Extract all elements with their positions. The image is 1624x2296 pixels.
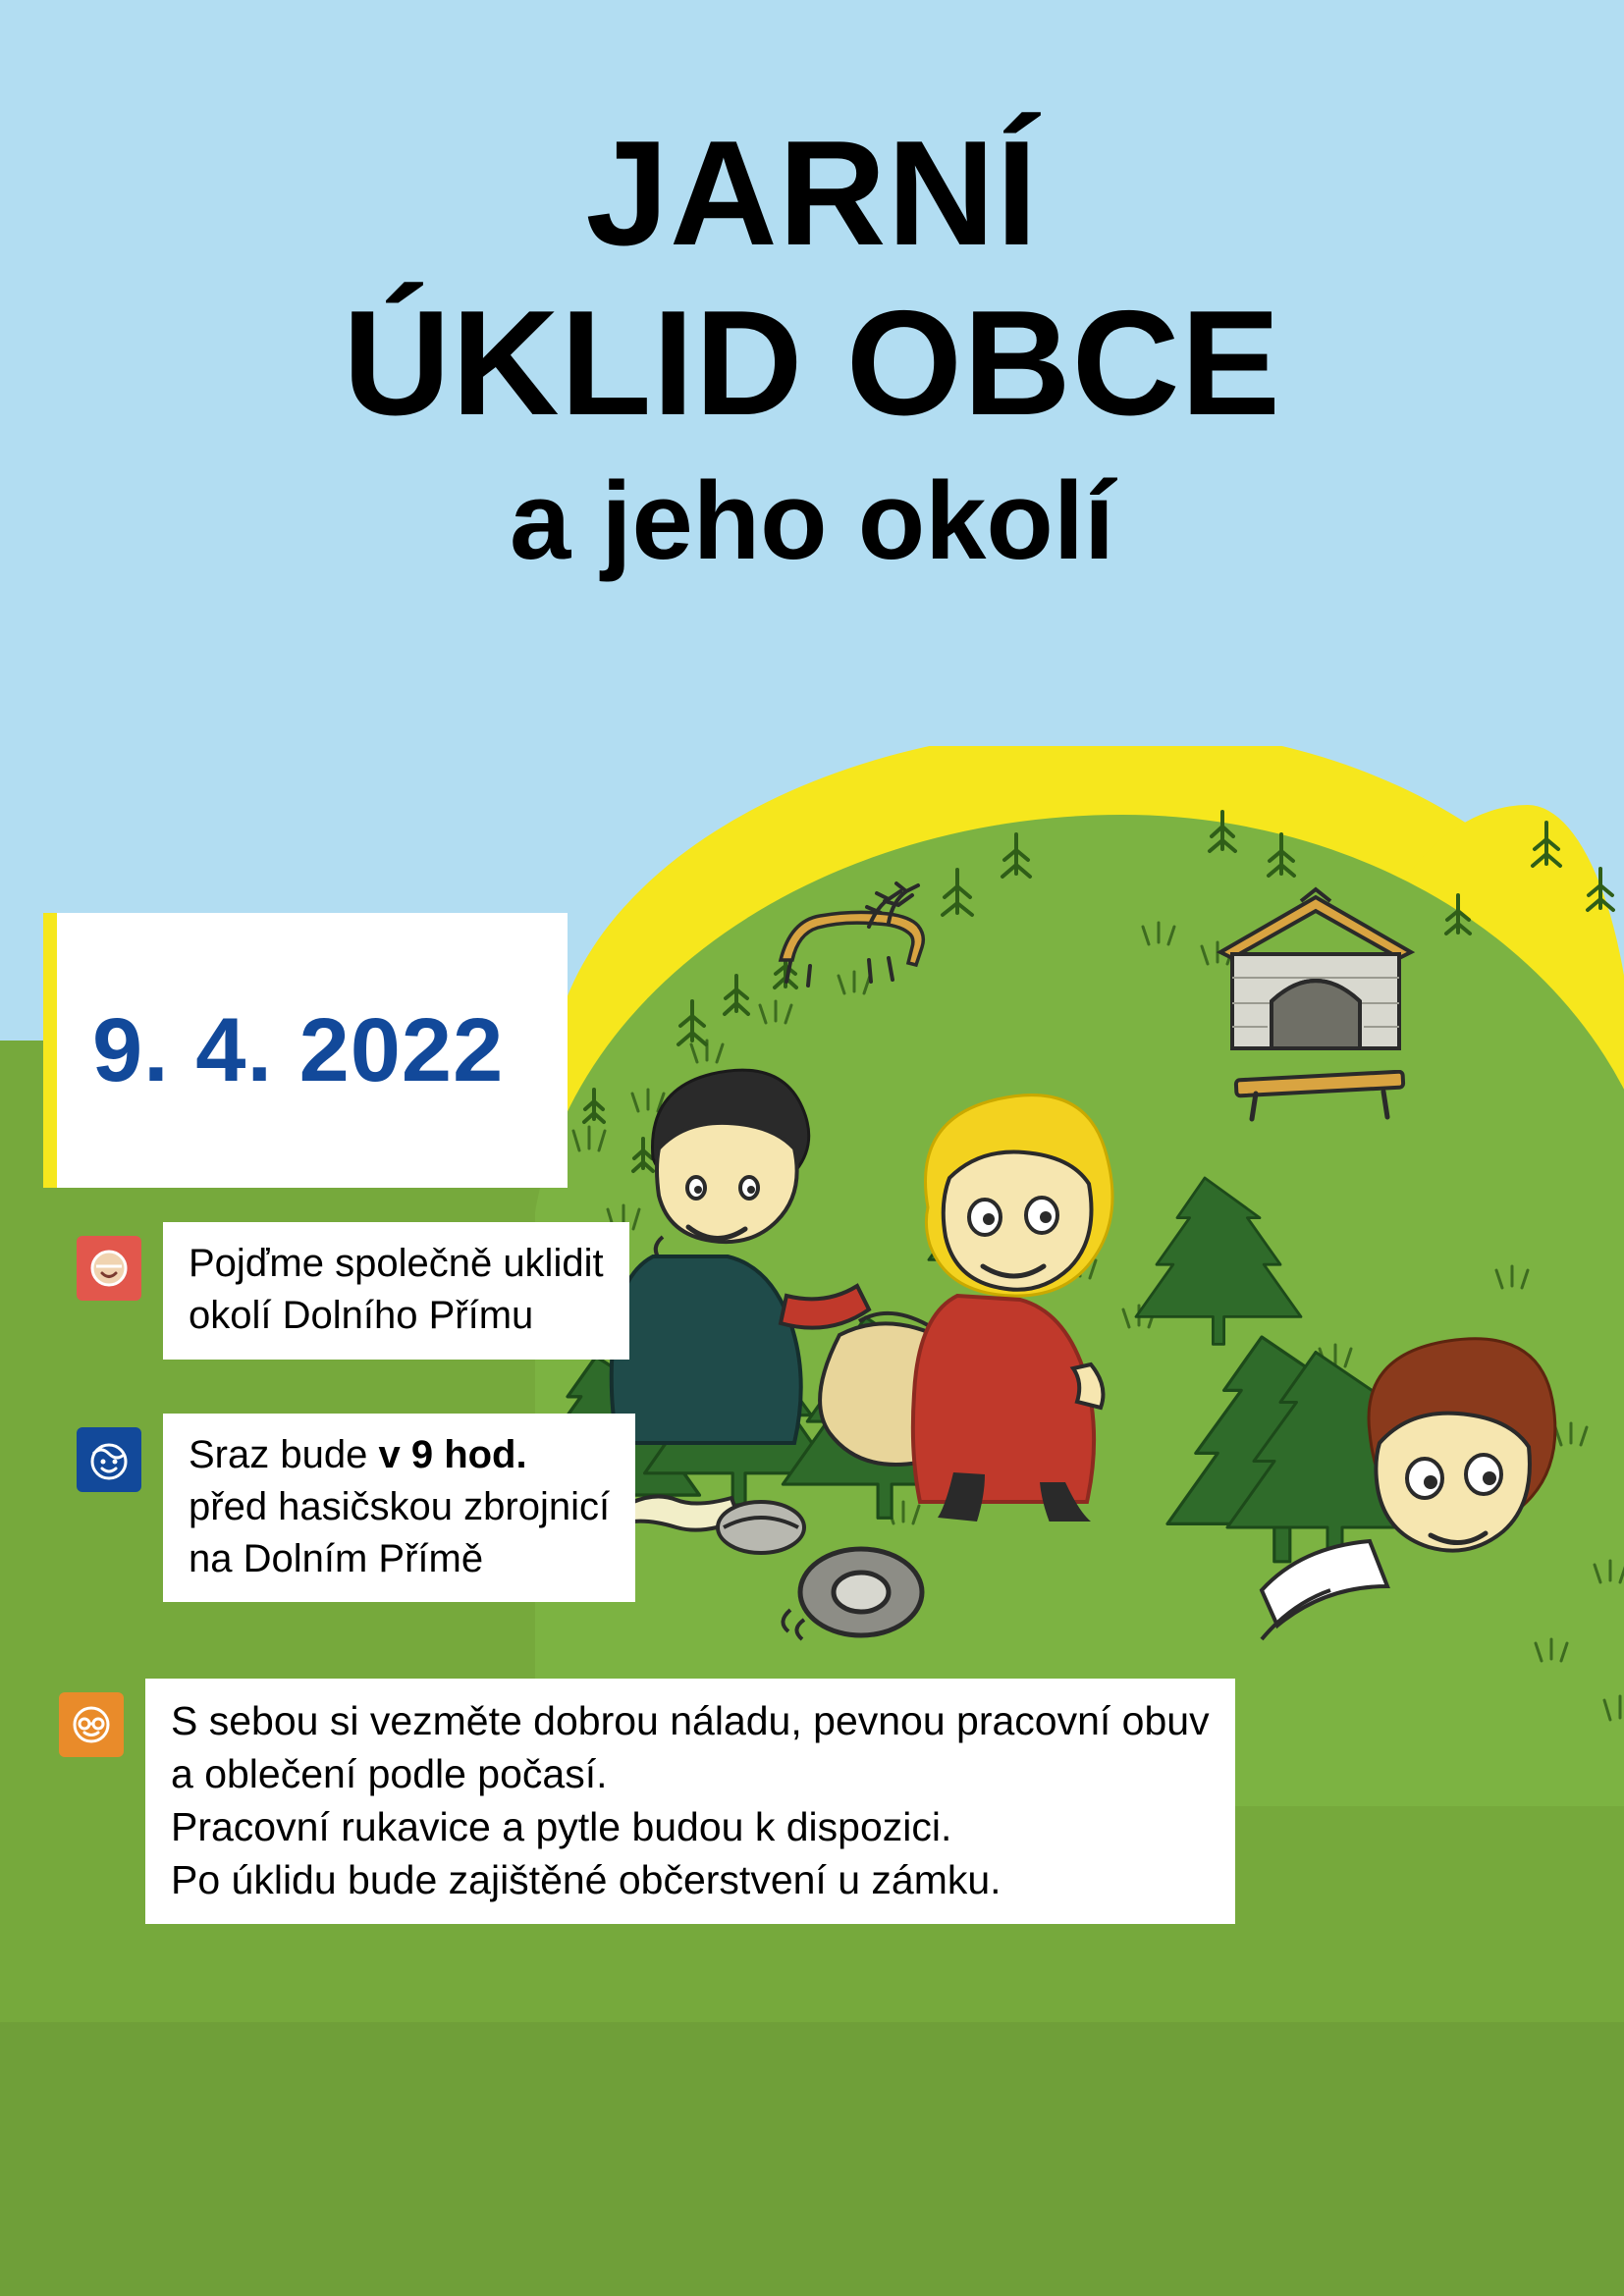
face-blue-icon — [77, 1427, 141, 1492]
illustration — [535, 746, 1624, 1806]
event-date: 9. 4. 2022 — [92, 999, 505, 1100]
child-third-icon — [1222, 1296, 1576, 1708]
face-smile-icon — [77, 1236, 141, 1301]
info-text-meeting — [163, 1414, 635, 1602]
info-line: Po úklidu bude zajištěné občerstvení u zámku. — [171, 1857, 1001, 1903]
info-line: před hasičskou zbrojnicí — [189, 1484, 611, 1528]
face-glasses-icon — [59, 1692, 124, 1757]
litter-icon — [594, 1433, 1006, 1669]
poster-subtitle: a jeho okolí — [509, 459, 1115, 583]
info-line: a oblečení podle počasí. — [171, 1751, 608, 1797]
info-line: S sebou si vezměte dobrou náladu, pevnou pracovní obuv — [171, 1698, 1210, 1743]
info-row-meeting — [77, 1414, 635, 1602]
face-glasses-glyph — [70, 1703, 113, 1746]
info-row-invitation — [77, 1222, 629, 1360]
poster-title-line2: ÚKLID OBCE — [343, 280, 1281, 448]
info-line: Pojďme společně uklidit — [189, 1242, 604, 1285]
info-row-equipment — [59, 1679, 1235, 1924]
info-text-equipment — [145, 1679, 1235, 1924]
info-line: Pracovní rukavice a pytle budou k dispozici. — [171, 1804, 952, 1850]
can-icon — [718, 1502, 804, 1553]
title-block — [0, 110, 1624, 583]
info-line: Sraz bude v 9 hod. — [189, 1433, 527, 1476]
info-line: na Dolním Přímě — [189, 1536, 484, 1580]
info-text-invitation — [163, 1222, 629, 1360]
grass-foreground — [0, 2022, 1624, 2296]
face-smile-glyph — [87, 1247, 131, 1290]
face-blue-glyph — [87, 1438, 131, 1481]
poster-title-line1: JARNÍ — [585, 110, 1039, 277]
info-line: okolí Dolního Přímu — [189, 1293, 534, 1337]
date-box — [57, 913, 568, 1188]
